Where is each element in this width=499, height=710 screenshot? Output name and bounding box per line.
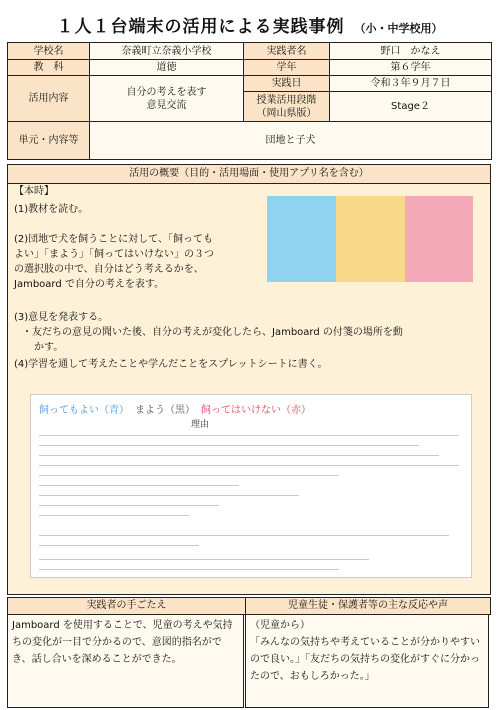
sheet-text-line: [39, 495, 299, 496]
sheet-text-line: [39, 569, 339, 570]
overview-line: かす。: [34, 342, 64, 353]
date-value: 令和３年９月７日: [330, 76, 492, 92]
sheet-text-line: [39, 485, 239, 486]
sheet-text-line: [39, 435, 459, 436]
sheet-text-line: [39, 445, 419, 446]
sheet-col-blue: 飼ってもよい（青）: [39, 405, 129, 416]
page-title: [0, 12, 499, 37]
sheet-text-line: [39, 505, 219, 506]
unit-value: 団地と子犬: [90, 122, 492, 160]
stage-label-1: 授業活用段階: [256, 94, 317, 106]
content-label: 活用内容: [8, 76, 90, 122]
overview-body: [7, 183, 491, 595]
reaction-text: [245, 614, 489, 708]
overview-line: (3)意見を発表する。: [14, 312, 109, 323]
sheet-text-line: [39, 465, 459, 466]
board-column-pink: [405, 196, 473, 282]
stage-label-2: （岡山県版）: [256, 107, 317, 119]
content-value: [90, 76, 244, 122]
board-column-blue: [267, 196, 336, 282]
stage-value: Stage２: [330, 92, 492, 122]
overview-line: の選択肢の中で、自分はどう考えるかを、: [14, 264, 204, 275]
overview-heading: 活用の概要（目的・活用場面・使用アプリ名を含む）: [7, 164, 491, 183]
jamboard-image: [267, 196, 473, 282]
reaction-line: （児童から）: [250, 620, 310, 631]
overview-line: (4)学習を通して考えたことや学んだことをスプレットシートに書く。: [14, 359, 328, 370]
info-table: [7, 42, 492, 160]
school-value: 奈義町立奈義小学校: [90, 43, 244, 60]
sheet-col-black: まよう（黒）: [135, 405, 195, 416]
overview-line: (1)教材を読む。: [14, 204, 89, 215]
subject-value: 道徳: [90, 60, 244, 76]
overview-line: ・友だちの意見の聞いた後、自分の考えが変化したら、Jamboard の付箋の場所を動: [22, 327, 403, 338]
overview-line: (2)団地で犬を飼うことに対して、「飼っても: [14, 234, 213, 245]
overview-line: よい」「まよう」「飼ってはいけない」の３つ: [14, 249, 214, 260]
date-label: 実践日: [244, 76, 330, 92]
content-value-2: 意見交流: [146, 99, 187, 111]
reaction-line: 「みんなの気持ちや考えていることが分かりやすいので良い。」「友だちの気持ちの変化がすぐに分かったので、おもしろかった。」: [250, 637, 480, 682]
unit-label: 単元・内容等: [8, 122, 90, 160]
overview-line: 【本時】: [14, 186, 54, 197]
sheet-text-line: [39, 475, 339, 476]
sheet-text-line: [39, 515, 189, 516]
grade-label: 学年: [244, 60, 330, 76]
sheet-header: [39, 401, 311, 416]
reflection-heading: 実践者の手ごたえ: [7, 597, 246, 615]
title-sub: （小・中学校用）: [354, 22, 443, 35]
teacher-label: 実践者名: [244, 43, 330, 60]
title-text: １人１台端末の活用による実践事例: [56, 17, 345, 37]
reflection-text: Jamboard を使用することで、児童の考えや気持ちの変化が一目で分かるので、意図的指名ができ、話し合いを深めることができた。: [7, 614, 244, 708]
grade-value: 第６学年: [330, 60, 492, 76]
sheet-text-line: [39, 559, 369, 560]
content-value-1: 自分の考えを表す: [126, 86, 207, 98]
board-column-yellow: [336, 196, 405, 282]
teacher-value: 野口 かなえ: [330, 43, 492, 60]
sheet-col-red: 飼ってはいけない（赤）: [201, 405, 311, 416]
subject-label: 教 科: [8, 60, 90, 76]
sheet-text-line: [39, 545, 199, 546]
reaction-heading: 児童生徒・保護者等の主な反応や声: [245, 597, 491, 615]
overview-line: Jamboard で自分の考えを表す。: [14, 279, 165, 290]
sheet-text-line: [39, 455, 439, 456]
school-label: 学校名: [8, 43, 90, 60]
stage-label: [244, 92, 330, 122]
sheet-reason-header: 理由: [191, 420, 210, 430]
spreadsheet-image: [30, 394, 472, 578]
sheet-text-line: [39, 535, 449, 536]
